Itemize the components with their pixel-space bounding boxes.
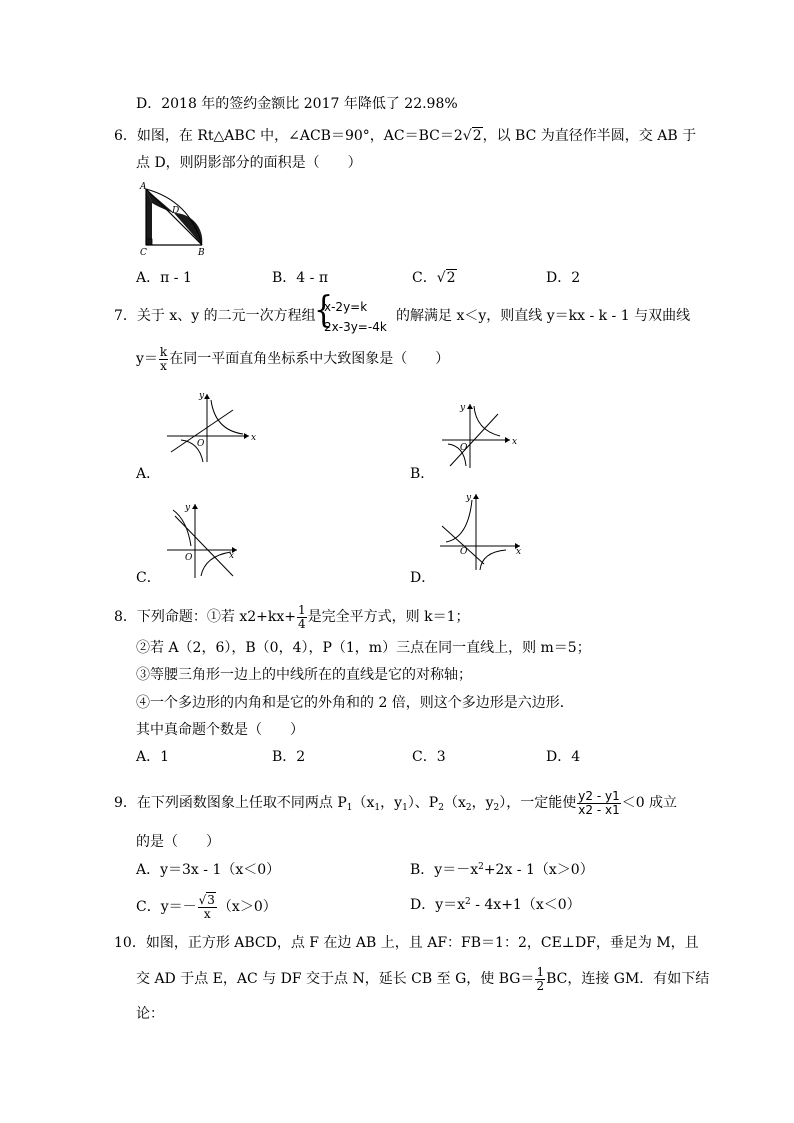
q6-sqrt: √2 bbox=[462, 128, 482, 144]
q6-sqrt-radicand: 2 bbox=[472, 128, 482, 144]
q8-option-a: A．1 bbox=[136, 749, 170, 765]
q7a-o-label: O bbox=[197, 439, 205, 449]
q7-graph-a bbox=[165, 390, 255, 465]
q6-option-c-radicand: 2 bbox=[446, 270, 456, 286]
q9-p-sub1: 1 bbox=[346, 803, 353, 814]
q9-option-b-part2: +2x - 1（x＞0） bbox=[483, 862, 594, 878]
q9-p-sub2: 2 bbox=[438, 803, 444, 814]
q8-proposition-2: ②若 A（2，6），B（0，4），P（1，m）三点在同一直线上，则 m＝5； bbox=[136, 640, 591, 656]
q7-stem-part3: 在同一平面直角坐标系中大致图象是（ ） bbox=[169, 351, 450, 368]
q6-option-c-sqrt: √2 bbox=[436, 270, 456, 286]
q7b-o-label: O bbox=[460, 443, 468, 453]
q9-option-b bbox=[410, 862, 594, 879]
q9-p1-close: ）、P bbox=[407, 795, 439, 812]
q7-graph-c bbox=[165, 500, 245, 580]
q9-option-a: A．y＝3x - 1（x＜0） bbox=[136, 862, 281, 878]
q7-option-a: A． bbox=[136, 466, 161, 482]
q7-y-eq: y＝ bbox=[136, 351, 158, 368]
q7b-y-label: y bbox=[460, 403, 466, 413]
q8-option-c: C．3 bbox=[412, 749, 446, 765]
q8-stem-line1 bbox=[114, 604, 469, 630]
q9-stem-part2: ＜0 成立 bbox=[621, 795, 678, 812]
q7-eq1: x-2y=k bbox=[324, 300, 368, 314]
q7d-y-label: y bbox=[466, 493, 472, 503]
q9-y2-sub: 2 bbox=[493, 803, 500, 814]
q7-stem-part2: 的解满足 x＜y，则直线 y＝kx - k - 1 与双曲线 bbox=[396, 308, 691, 324]
q10-frac-den: 2 bbox=[536, 978, 545, 993]
q8-option-d: D．4 bbox=[546, 749, 581, 765]
q10-stem-part1: 交 AD 于点 E，AC 与 DF 交于点 N，延长 CB 至 G，使 BG＝ bbox=[136, 971, 535, 988]
q7d-o-label: O bbox=[460, 547, 468, 557]
q9-option-c-den: x bbox=[203, 906, 211, 921]
q7b-x-label: x bbox=[512, 437, 518, 447]
q7c-y-label: y bbox=[185, 503, 191, 513]
q7-fraction bbox=[159, 346, 168, 372]
q9-option-d-part1: D．y＝x bbox=[410, 897, 466, 913]
q6-stem-part2: ，以 BC 为直径作半圆，交 AB 于 bbox=[482, 128, 697, 144]
q9-option-c-part2: （x＞0） bbox=[217, 899, 277, 916]
q6-label-a: A bbox=[140, 182, 147, 192]
q7c-o-label: O bbox=[185, 553, 193, 563]
q9-option-c-num: √3 bbox=[198, 893, 215, 907]
q7a-y-label: y bbox=[199, 391, 205, 401]
q7d-x-label: x bbox=[516, 547, 522, 557]
q9-option-c bbox=[136, 894, 277, 920]
q8-prompt: 其中真命题个数是（ ） bbox=[136, 722, 304, 738]
q9-option-d bbox=[410, 897, 581, 914]
q6-label-c: C bbox=[140, 248, 147, 258]
q6-figure bbox=[138, 183, 212, 257]
q9-option-b-part1: B．y＝－x bbox=[410, 862, 479, 878]
q9-stem-line2: 的是（ ） bbox=[136, 834, 220, 850]
q9-stem-line1 bbox=[114, 790, 677, 816]
q6-option-a: A．π - 1 bbox=[136, 270, 192, 286]
q8-proposition-3: ③等腰三角形一边上的中线所在的直线是它的对称轴； bbox=[136, 667, 472, 683]
q9-stem-part1: 9．在下列函数图象上任取不同两点 P bbox=[114, 795, 347, 812]
q7-option-c: C． bbox=[136, 570, 161, 586]
q6-stem-line1 bbox=[114, 128, 696, 145]
q10-stem-line3: 论： bbox=[136, 1006, 164, 1022]
q9-x1-sub: 1 bbox=[374, 803, 381, 814]
q9-p1-mid: ，y bbox=[380, 795, 403, 812]
q7-option-b: B． bbox=[410, 466, 435, 482]
q6-option-d: D．2 bbox=[546, 270, 581, 286]
q9-x2-sub: 2 bbox=[465, 803, 472, 814]
q6-option-c bbox=[412, 270, 457, 287]
q9-option-d-part2: - 4x+1（x＜0） bbox=[470, 897, 581, 913]
q10-stem-part2: BC，连接 GM．有如下结 bbox=[546, 971, 710, 988]
q7-stem-part1: 7．关于 x、y 的二元一次方程组 bbox=[114, 308, 316, 324]
q7-stem-line2 bbox=[136, 346, 449, 372]
q9-option-b-sup: 2 bbox=[478, 862, 484, 872]
q8-option-b: B．2 bbox=[272, 749, 306, 765]
q8-fraction bbox=[297, 604, 307, 630]
q7-brace: { bbox=[314, 289, 334, 332]
q10-frac-num: 1 bbox=[536, 965, 545, 979]
q8-stem-part1: 8．下列命题：①若 x2+kx+ bbox=[114, 609, 296, 626]
q9-option-c-radicand: 3 bbox=[207, 893, 215, 907]
q9-frac-den: x2 - x1 bbox=[578, 802, 620, 817]
q7-equation-system bbox=[314, 289, 394, 338]
q6-label-b: B bbox=[198, 248, 205, 258]
q9-p2-mid: ，y bbox=[471, 795, 494, 812]
q6-stem-line2: 点 D，则阴影部分的面积是（ ） bbox=[136, 155, 362, 171]
q9-option-d-sup: 2 bbox=[465, 897, 471, 907]
q7-frac-den: x bbox=[160, 358, 167, 373]
q9-p2-close: ），一定能使 bbox=[499, 795, 577, 812]
q6-label-d: D bbox=[172, 206, 180, 216]
q7c-x-label: x bbox=[229, 551, 235, 561]
q10-stem-line1: 10．如图，正方形 ABCD，点 F 在边 AB 上，且 AF：FB＝1：2，CE⊥DF，垂足为 M，且 bbox=[114, 935, 699, 951]
q6-stem-part1: 6．如图，在 Rt△ABC 中，∠ACB＝90°，AC＝BC＝2 bbox=[114, 128, 463, 144]
q6-option-b: B．4 - π bbox=[272, 270, 329, 286]
q7-option-d: D． bbox=[410, 570, 436, 586]
q7-frac-num: k bbox=[159, 345, 168, 359]
q7a-x-label: x bbox=[251, 433, 257, 443]
q9-frac-num: y2 - y1 bbox=[578, 789, 620, 803]
q6-option-c-prefix: C． bbox=[412, 270, 437, 286]
q9-fraction bbox=[577, 790, 620, 816]
q9-option-c-frac bbox=[198, 894, 217, 920]
q9-option-c-part1: C．y＝－ bbox=[136, 899, 197, 916]
q10-stem-line2 bbox=[136, 966, 709, 992]
q7-graph-d bbox=[438, 490, 524, 572]
q8-frac-den: 4 bbox=[298, 616, 306, 631]
q7-eq2: 2x-3y=-4k bbox=[324, 320, 387, 334]
q7-graph-b bbox=[440, 400, 520, 470]
q9-y1-sub: 1 bbox=[402, 803, 408, 814]
q8-stem-part2: 是完全平方式，则 k＝1； bbox=[307, 609, 470, 626]
q9-p1-open: （x bbox=[352, 795, 375, 812]
q9-p2-open: （x bbox=[443, 795, 466, 812]
q8-frac-num: 1 bbox=[298, 603, 306, 617]
q5-option-d: D．2018 年的签约金额比 2017 年降低了 22.98% bbox=[136, 96, 458, 112]
q10-fraction bbox=[535, 966, 545, 992]
q8-proposition-4: ④一个多边形的内角和是它的外角和的 2 倍，则这个多边形是六边形． bbox=[136, 695, 574, 711]
